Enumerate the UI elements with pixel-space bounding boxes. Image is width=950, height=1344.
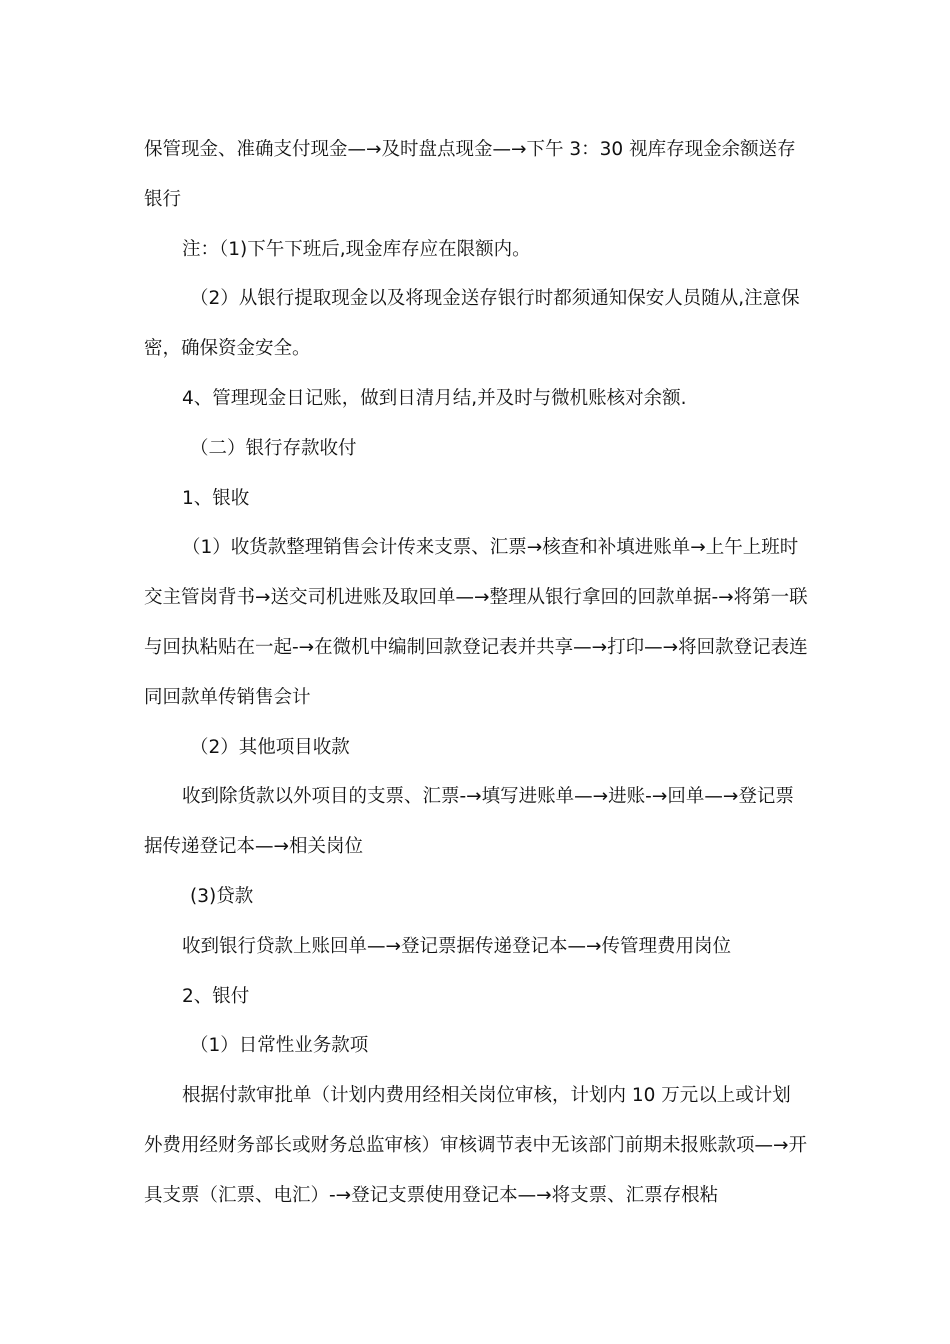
subheading-loans: (3)贷款 <box>190 885 254 907</box>
subheading-bank-payments: 2、银付 <box>182 985 250 1007</box>
paragraph-other-receipts: 收到除货款以外项目的支票、汇票-→填写进账单—→进账-→回单—→登记票据传递登记本—→相关岗位 <box>144 786 794 858</box>
paragraph-cash-journal: 4、管理现金日记账，做到日清月结,并及时与微机账核对余额. <box>182 387 687 409</box>
paragraph-cash-handling: 保管现金、准确支付现金—→及时盘点现金—→下午 3：30 视库存现金余额送存银行 <box>144 139 796 210</box>
subheading-bank-receipts: 1、银收 <box>182 487 250 509</box>
subheading-routine-payments: （1）日常性业务款项 <box>190 1035 369 1057</box>
subheading-other-receipts: （2）其他项目收款 <box>190 736 350 758</box>
section-heading-bank-deposits: （二）银行存款收付 <box>190 437 357 459</box>
paragraph-note-1: 注：（1)下午下班后,现金库存应在限额内。 <box>182 238 531 260</box>
paragraph-routine-payments: 根据付款审批单（计划内费用经相关岗位审核，计划内 10 万元以上或计划外费用经财务部长或财务总监审核）审核调节表中无该部门前期未报账款项—→开具支票（汇票、电汇）-→登记支票使用登记本—→将支票、汇票存根粘 <box>144 1085 808 1206</box>
document-body <box>144 125 808 1221</box>
paragraph-payment-receipts: （1）收货款整理销售会计传来支票、汇票→核查和补填进账单→上午上班时交主管岗背书→送交司机进账及取回单—→整理从银行拿回的回款单据-→将第一联与回执粘贴在一起-→在微机中编制回款登记表并共享—→打印—→将回款登记表连同回款单传销售会计 <box>144 537 808 708</box>
paragraph-loans: 收到银行贷款上账回单—→登记票据传递登记本—→传管理费用岗位 <box>182 935 732 957</box>
paragraph-note-2: （2）从银行提取现金以及将现金送存银行时都须通知保安人员随从,注意保密，确保资金安全。 <box>144 288 800 360</box>
